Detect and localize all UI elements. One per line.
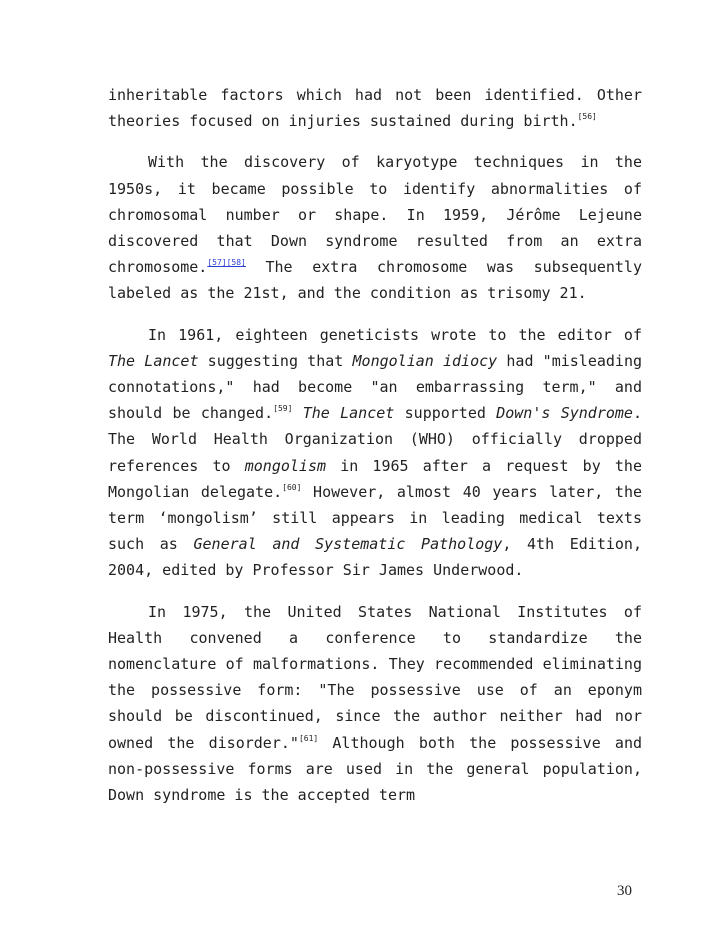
paragraph-3-text-a: In 1961, eighteen geneticists wrote to the editor of	[148, 325, 642, 344]
citation-60: [60]	[282, 482, 302, 492]
page-number: 30	[617, 883, 632, 899]
paragraph-1-text: inheritable factors which had not been identified. Other theories focused on injuries sustained during birth.	[108, 86, 642, 131]
paragraph-2-text-a: With the discovery of karyotype techniques in the 1950s, it became possible to identify abnormalities of chromosomal number or shape. In 1959, Jérôme Lejeune discovered that Down syndrome resulted from an extra chromosome.	[108, 153, 642, 277]
paragraph-4-text-b: Although both the possessive and non-possessive forms are used in the general population, Down syndrome is the accepted term	[108, 733, 642, 805]
paragraph-3-space	[292, 404, 302, 422]
paragraph-1	[108, 82, 642, 134]
paragraph-3-text-c: had "misleading connotations," had become "an embarrassing term," and should be changed.	[108, 351, 643, 423]
citation-61: [61]	[298, 733, 319, 743]
citation-56: [56]	[577, 112, 597, 122]
paragraph-3-text-h: , 4th Edition, 2004, edited by Professor Sir James Underwood.	[108, 535, 642, 580]
paragraph-2-text-b: The extra chromosome was subsequently labeled as the 21st, and the condition as trisomy 21.	[108, 258, 642, 303]
term-downs-syndrome: Down's Syndrome	[496, 404, 633, 423]
paragraph-3-text-e: . The World Health Organization (WHO) officially dropped references to	[108, 404, 642, 475]
term-mongolian-idiocy: Mongolian idiocy	[352, 351, 498, 370]
paragraph-3-text-g: However, almost 40 years later, the term ‘mongolism’ still appears in leading medical texts such as	[108, 482, 643, 554]
paragraph-2	[108, 149, 642, 306]
paragraph-3-text-f: in 1965 after a request by the Mongolian delegate.	[108, 456, 642, 501]
journal-title-lancet-2: The Lancet	[302, 404, 395, 423]
book-title-pathology: General and Systematic Pathology	[193, 535, 503, 554]
journal-title-lancet: The Lancet	[108, 351, 199, 370]
paragraph-3-text-d: supported	[394, 404, 497, 423]
paragraph-4	[108, 599, 642, 809]
paragraph-3-text-b: suggesting that	[198, 351, 353, 370]
citation-57-58-link[interactable]: [57][58]	[207, 258, 246, 268]
body-text	[108, 82, 642, 808]
term-mongolism: mongolism	[244, 456, 327, 475]
citation-59: [59]	[273, 404, 293, 414]
paragraph-3	[108, 322, 642, 584]
paragraph-4-text-a: In 1975, the United States National Institutes of Health convened a conference to standardize the nomenclature of malformations. They recommended eliminating the possessive form: "The possessive use of an eponym should be discontinued, since the author neither had nor owned the disorder."	[108, 602, 642, 752]
